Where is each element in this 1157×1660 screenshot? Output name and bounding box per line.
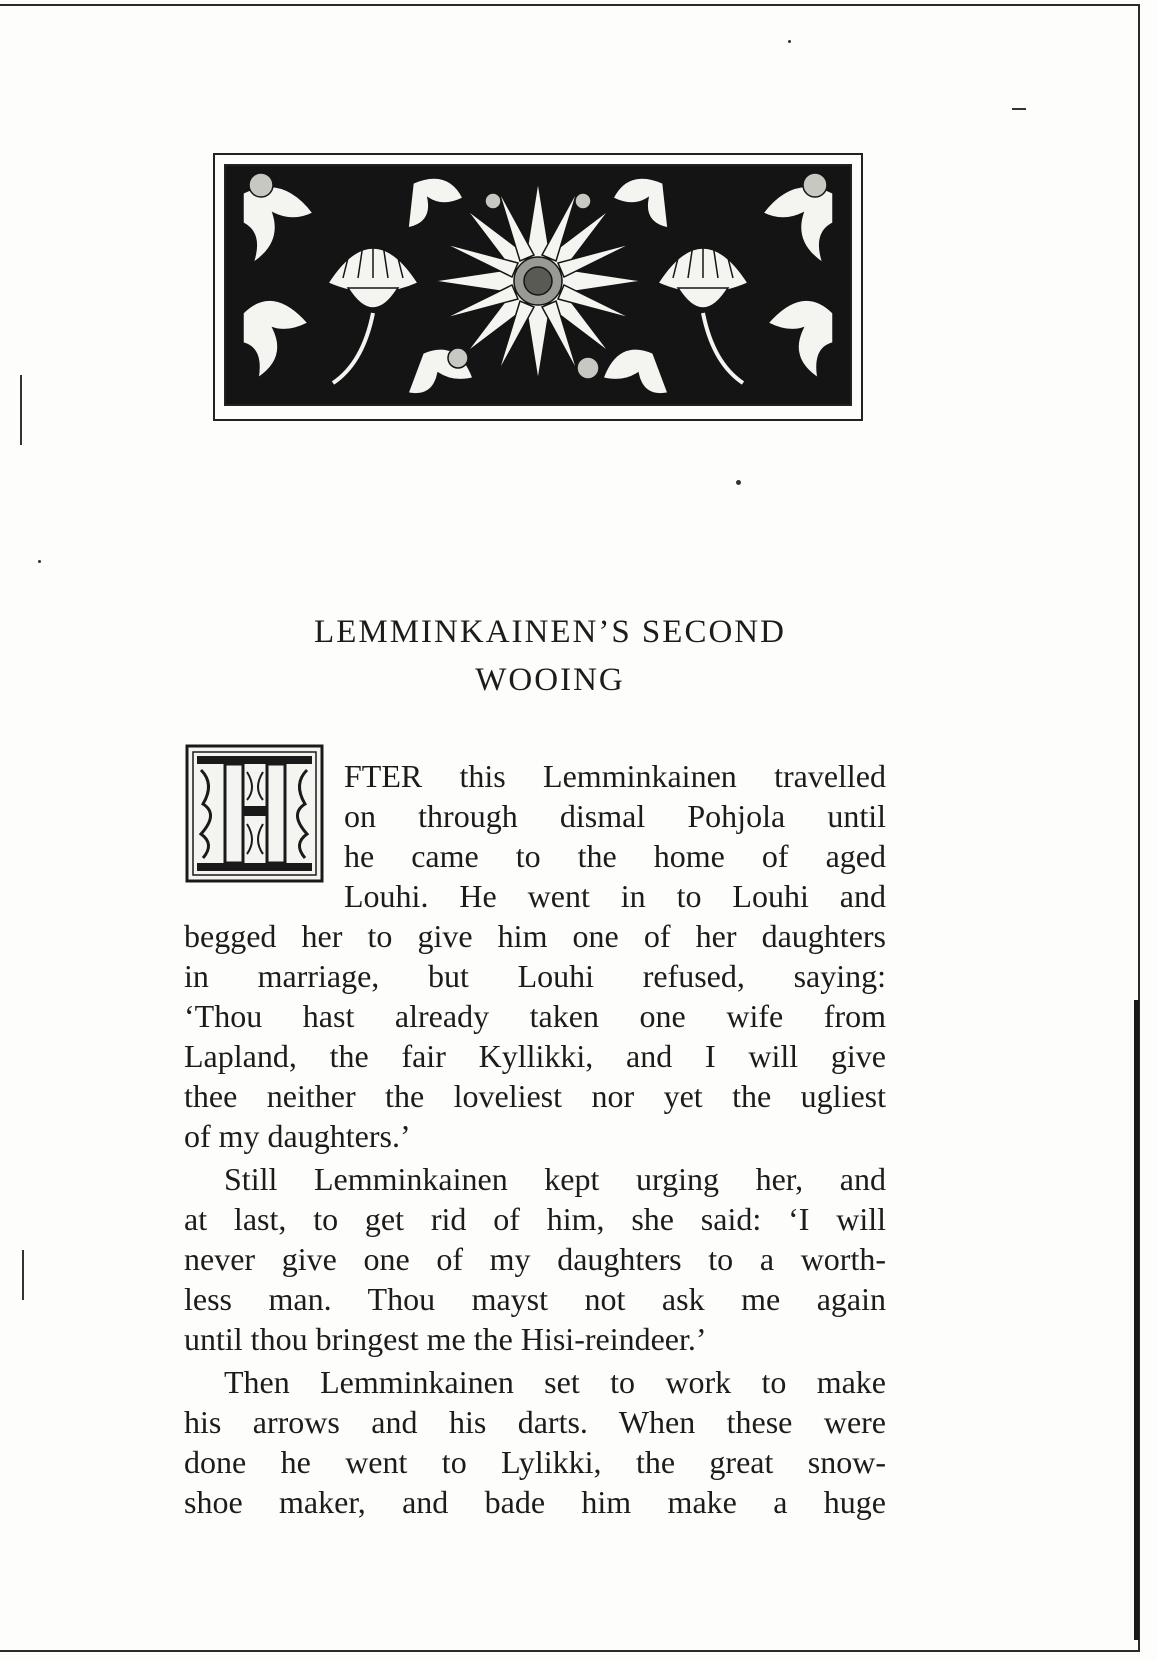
body-line: never give one of my daughters to a worth- — [184, 1241, 886, 1277]
page-edge-top — [0, 4, 1140, 6]
ink-speck — [38, 560, 41, 563]
body-line: less man. Thou mayst not ask me again — [184, 1281, 886, 1317]
body-line: begged her to give him one of her daughters — [184, 918, 886, 954]
body-line: done he went to Lylikki, the great snow- — [184, 1444, 886, 1480]
body-line: FTER this Lemminkainen travelled — [344, 758, 886, 794]
body-line: of my daughters.’ — [184, 1118, 411, 1154]
body-line: Louhi. He went in to Louhi and — [344, 878, 886, 914]
body-line: shoe maker, and bade him make a huge — [184, 1484, 886, 1520]
ink-speck — [788, 40, 791, 43]
chapter-title — [150, 608, 950, 704]
body-line: thee neither the loveliest nor yet the ugliest — [184, 1078, 886, 1114]
body-line: ‘Thou hast already taken one wife from — [184, 998, 886, 1034]
body-line: Lapland, the fair Kyllikki, and I will give — [184, 1038, 886, 1074]
chapter-title-line-2: WOOING — [475, 662, 625, 698]
body-line: in marriage, but Louhi refused, saying: — [184, 958, 886, 994]
ink-speck — [736, 480, 741, 485]
body-line: Still Lemminkainen kept urging her, and — [224, 1161, 886, 1197]
body-line: until thou bringest me the Hisi-reindeer.’ — [184, 1321, 707, 1357]
body-line: Then Lemminkainen set to work to make — [224, 1364, 886, 1400]
ink-speck — [20, 375, 22, 445]
page-edge-shadow — [1134, 1000, 1139, 1640]
body-line: he came to the home of aged — [344, 838, 886, 874]
body-line: at last, to get rid of him, she said: ‘I will — [184, 1201, 886, 1237]
ink-speck — [22, 1250, 24, 1300]
floral-headpiece-icon — [213, 153, 863, 423]
page-edge-bottom — [0, 1650, 1140, 1652]
ornate-dropcap-a-icon — [185, 744, 324, 883]
ink-speck — [1012, 108, 1026, 110]
body-line: his arrows and his darts. When these were — [184, 1404, 886, 1440]
chapter-title-line-1: LEMMINKAINEN’S SECOND — [314, 614, 786, 650]
body-line: on through dismal Pohjola until — [344, 798, 886, 834]
